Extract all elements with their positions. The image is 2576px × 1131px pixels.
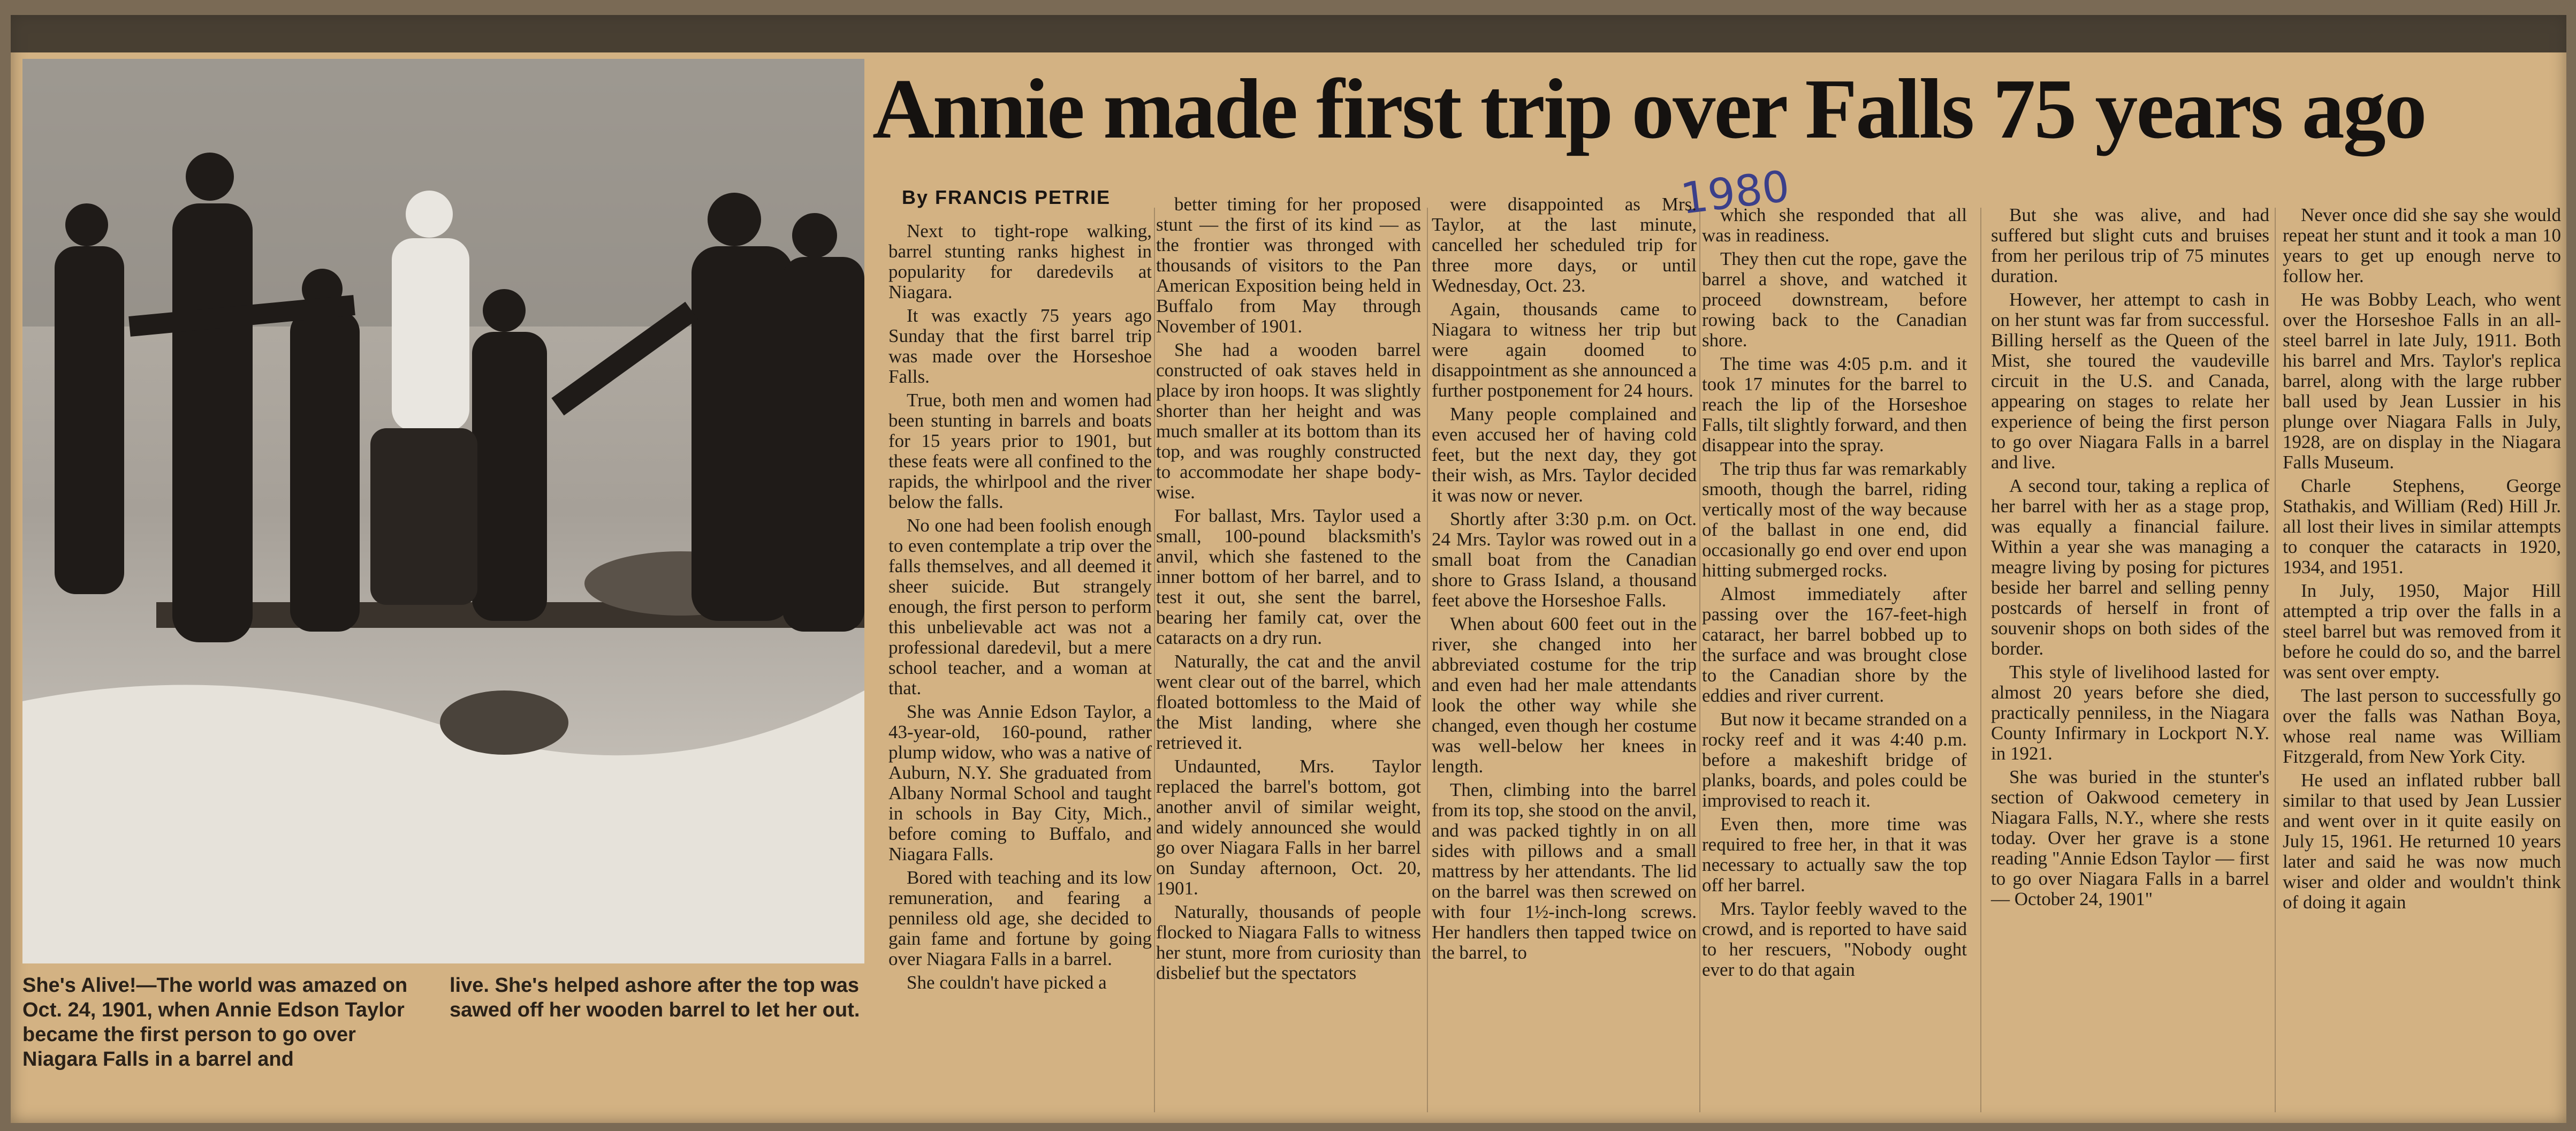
article-paragraph: A second tour, taking a replica of her barrel with her as a stage prop, was equally a financial failure. Within a year she was managing a meagre living by posing for pictures beside her barrel and selling penny postcards of herself in front of souvenir shops on both sides of the border. [1991, 475, 2269, 659]
article-paragraph: No one had been foolish enough to even contemplate a trip over the falls themselves, and all deemed it sheer suicide. But strangely enough, the first person to perform this unbelievable act was not a professional daredevil, but a mere school teacher, and a woman at that. [888, 515, 1152, 699]
article-paragraph: She had a wooden barrel constructed of oak staves held in place by iron hoops. It was slightly shorter than her height and was much smaller at its bottom than its top, and was roughly constructed to accommodate her shape body-wise. [1156, 339, 1421, 503]
article-paragraph: better timing for her proposed stunt — the first of its kind — as the frontier was thronged with thousands of visitors to the Pan American Exposition being held in Buffalo from May through November of 1901. [1156, 194, 1421, 337]
article-paragraph: However, her attempt to cash in on her stunt was far from successful. Billing herself as the Queen of the Mist, she toured the vaudeville circuit in the U.S. and Canada, appearing on stages to relate her experience of being the first person to go over Niagara Falls in a barrel and live. [1991, 289, 2269, 473]
article-column-5 [1991, 205, 2269, 913]
photo-illustration-icon [22, 59, 864, 963]
article-paragraph: Naturally, thousands of people flocked to Niagara Falls to witness her stunt, more from curiosity than disbelief but the spectators [1156, 901, 1421, 983]
column-rule [1427, 208, 1428, 1112]
article-paragraph: The time was 4:05 p.m. and it took 17 minutes for the barrel to reach the lip of the Horseshoe Falls, tilt slightly forward, and then disappear into the spray. [1702, 353, 1967, 456]
headline: Annie made first trip over Falls 75 years ago [872, 61, 2426, 156]
article-column-6 [2283, 205, 2561, 916]
article-paragraph: Mrs. Taylor feebly waved to the crowd, and is reported to have said to her rescuers, "Nobody ought ever to do that again [1702, 898, 1967, 980]
article-paragraph: They then cut the rope, gave the barrel a shove, and watched it proceed downstream, before rowing back to the Canadian shore. [1702, 248, 1967, 351]
article-paragraph: Charle Stephens, George Stathakis, and William (Red) Hill Jr. all lost their lives in similar attempts to conquer the cataracts in 1920, 1934, and 1951. [2283, 475, 2561, 578]
article-paragraph: Bored with teaching and its low remuneration, and fearing a penniless old age, she decided to gain fame and fortune by going over Niagara Falls in a barrel. [888, 867, 1152, 969]
article-paragraph: She couldn't have picked a [907, 972, 1107, 993]
article-paragraph: Next to tight-rope walking, barrel stunting ranks highest in popularity for daredevils at Niagara. [888, 221, 1152, 302]
article-paragraph: This style of livelihood lasted for almost 20 years before she died, practically penniless, in the Niagara County Infirmary in Lockport N.Y. in 1921. [1991, 662, 2269, 764]
article-paragraph: He used an inflated rubber ball similar to that used by Jean Lussier and went over in it quite easily on July 15, 1961. He returned 10 years later and said he was now much wiser and older and wouldn't think of doing it again [2283, 770, 2561, 913]
article-paragraph: She was Annie Edson Taylor, a 43-year-old, 160-pound, rather plump widow, who was a native of Auburn, N.Y. She graduated from Albany Normal School and taught in schools in Bay City, Mich., before coming to Buffalo, and Niagara Falls. [888, 701, 1152, 864]
article-paragraph: True, both men and women had been stunting in barrels and boats for 15 years prior to 1901, but these feats were all confined to the rapids, the whirlpool and the river below the falls. [888, 390, 1152, 512]
article-paragraph: But now it became stranded on a rocky reef and it was 4:40 p.m. before a makeshift bridge of planks, boards, and poles could be improvised to reach it. [1702, 709, 1967, 811]
article-column-3 [1432, 194, 1697, 966]
column-rule [2275, 208, 2276, 1112]
historic-photo [22, 59, 864, 963]
article-paragraph: Again, thousands came to Niagara to witness her trip but were again doomed to disappointment as she announced a further postponement for 24 hours. [1432, 299, 1697, 401]
article-paragraph: Many people complained and even accused her of having cold feet, but the next day, they got their wish, as Mrs. Taylor decided it was now or never. [1432, 404, 1697, 506]
article-paragraph: which she responded that all was in readiness. [1702, 204, 1967, 246]
article-paragraph: Almost immediately after passing over the 167-feet-high cataract, her barrel bobbed up to the surface and was brought close to the Canadian shore by the eddies and river current. [1702, 583, 1967, 706]
article-paragraph: When about 600 feet out in the river, she changed into her abbreviated costume for the trip and even had her male attendants look the other way while she changed, even though her costume was well-below her knees in length. [1432, 613, 1697, 777]
photo-caption-left: She's Alive!—The world was amazed on Oct. 24, 1901, when Annie Edson Taylor became the first person to go over Niagara Falls in a barrel and [22, 974, 408, 1071]
newspaper-clipping [11, 15, 2566, 1123]
article-paragraph: Then, climbing into the barrel from its top, she stood on the anvil, and was packed tightly in on all sides with pillows and a small mattress by her attendants. The lid on the barrel was then screwed on with four 1½-inch-long screws. Her handlers then tapped twice on the barrel, to [1432, 779, 1697, 963]
article-paragraph: He was Bobby Leach, who went over the Horseshoe Falls in an all-steel barrel in late July, 1911. Both his barrel and Mrs. Taylor's replica barrel, along with the large rubber ball used by Jean Lussier in his plunge over Niagara Falls in July, 1928, are on display in the Niagara Falls Museum. [2283, 289, 2561, 473]
top-edge-shadow [11, 15, 2566, 52]
article-paragraph: The trip thus far was remarkably smooth, though the barrel, riding vertically most of the way because of the ballast in one end, did occasionally go end over end upon hitting submerged rocks. [1702, 458, 1967, 581]
column-rule [1154, 208, 1155, 1112]
article-paragraph: Never once did she say she would repeat her stunt and it took a man 10 years to get up enough nerve to follow her. [2283, 204, 2561, 286]
article-column-4 [1702, 205, 1967, 983]
article-paragraph: Even then, more time was required to free her, in that it was necessary to actually saw the top off her barrel. [1702, 814, 1967, 895]
article-paragraph: Naturally, the cat and the anvil went clear out of the barrel, which floated bottomless to the Maid of the Mist landing, where she retrieved it. [1156, 651, 1421, 753]
article-paragraph: It was exactly 75 years ago Sunday that the first barrel trip was made over the Horseshoe Falls. [888, 305, 1152, 387]
handwritten-date: 1980 [1678, 161, 1792, 224]
article-column-2 [1156, 194, 1421, 986]
article-column-1 [888, 221, 1152, 996]
column-rule [1699, 208, 1700, 1112]
article-paragraph: In July, 1950, Major Hill attempted a trip over the falls in a steel barrel but was removed from it before he could do so, and the barrel was sent over empty. [2283, 580, 2561, 682]
article-paragraph: Undaunted, Mrs. Taylor replaced the barrel's bottom, got another anvil of similar weight, and widely announced she would go over Niagara Falls in her barrel on Sunday afternoon, Oct. 20, 1901. [1156, 756, 1421, 899]
article-paragraph: The last person to successfully go over the falls was Nathan Boya, whose real name was William Fitzgerald, from New York City. [2283, 685, 2561, 767]
article-paragraph: For ballast, Mrs. Taylor used a small, 100-pound blacksmith's anvil, which she fastened to the inner bottom of her barrel, and to test it out, she sent the barrel, bearing her family cat, over the cataracts on a dry run. [1156, 505, 1421, 648]
article-paragraph: But she was alive, and had suffered but slight cuts and bruises from her perilous trip of 75 minutes duration. [1991, 204, 2269, 286]
byline: By FRANCIS PETRIE [902, 186, 1111, 208]
column-rule [1980, 208, 1981, 1112]
article-paragraph: were disappointed as Mrs. Taylor, at the last minute, cancelled her scheduled trip for three more days, or until Wednesday, Oct. 23. [1432, 194, 1697, 296]
article-paragraph: She was buried in the stunter's section of Oakwood cemetery in Niagara Falls, N.Y., where she rests today. Over her grave is a stone reading "Annie Edson Taylor — first to go over Niagara Falls in a barrel — October 24, 1901" [1991, 766, 2269, 909]
photo-caption-right: live. She's helped ashore after the top was sawed off her wooden barrel to let her out. [450, 974, 860, 1021]
article-paragraph: Shortly after 3:30 p.m. on Oct. 24 Mrs. Taylor was rowed out in a small boat from the Canadian shore to Grass Island, a thousand feet above the Horseshoe Falls. [1432, 508, 1697, 611]
